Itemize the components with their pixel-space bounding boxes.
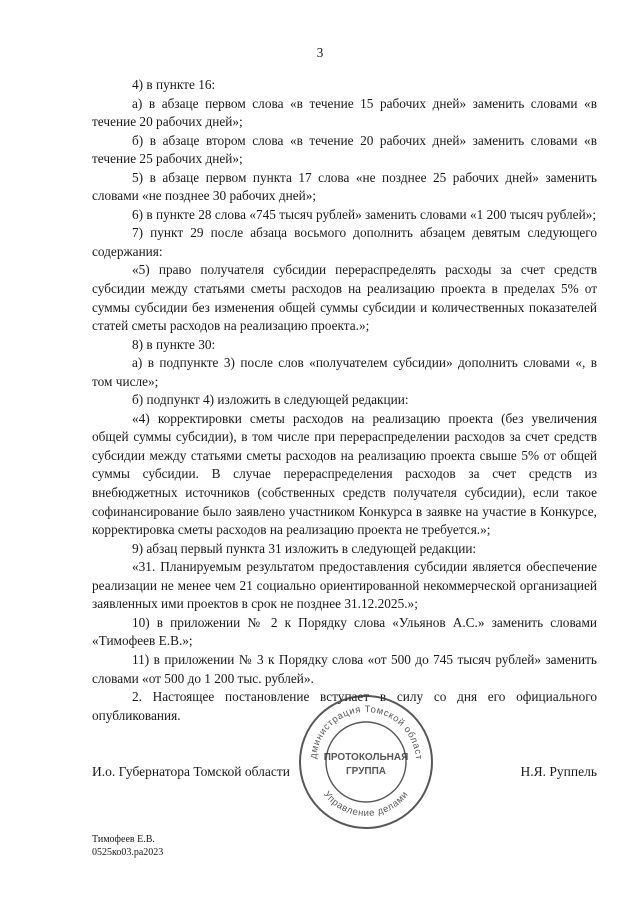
- paragraph: «4) корректировки сметы расходов на реализацию проекта (без увеличения общей суммы субсидии), в том числе при перераспределении расходов за счет средств субсидии между статьями сметы расходов на реализацию проекта свыше 5% от общей суммы субсидии. В случае перераспределения расходов за счет средств из внебюджетных источников (собственных средств получателя субсидии), если такое софинансирование было заявлено участником Конкурса в заявке на участие в Конкурсе, корректировка сметы расходов на реализацию проекта не требуется.»;: [92, 410, 597, 538]
- stamp-icon: [296, 692, 436, 832]
- svg-text:ГРУППА: ГРУППА: [345, 766, 387, 777]
- page-number: 3: [316, 45, 324, 60]
- paragraph: 8) в пункте 30:: [132, 336, 216, 352]
- paragraph: 2. Настоящее постановление вступает в силу со дня его официального опубликования.: [92, 689, 597, 723]
- official-stamp: [296, 692, 436, 832]
- paragraph: б) в абзаце втором слова «в течение 20 рабочих дней» заменить словами «в течение 25 рабочих дней»;: [92, 132, 597, 167]
- signatory-name: Н.Я. Руппель: [520, 764, 597, 779]
- signatory-role: И.о. Губернатора Томской области: [92, 764, 290, 779]
- svg-text:Управление делами: Управление делами: [321, 789, 411, 820]
- paragraph: «31. Планируемым результатом предоставления субсидии является обеспечение реализации не менее чем 21 социально ориентированной некоммерческой организацией заявленных ими проектов в срок не позднее 31.12.2025.»;: [92, 559, 597, 612]
- paragraph: 9) абзац первый пункта 31 изложить в следующей редакции:: [132, 540, 477, 556]
- paragraph: 10) в приложении № 2 к Порядку слова «Ульянов А.С.» заменить словами «Тимофеев Е.В.»;: [92, 614, 597, 649]
- executor-footer: [92, 833, 163, 859]
- svg-text:ПРОТОКОЛЬНАЯ: ПРОТОКОЛЬНАЯ: [323, 752, 409, 763]
- paragraph: 5) в абзаце первом пункта 17 слова «не позднее 25 рабочих дней» заменить словами «не позднее 30 рабочих дней»;: [92, 169, 597, 204]
- paragraph: б) подпункт 4) изложить в следующей редакции:: [132, 392, 409, 408]
- paragraph: 4) в пункте 16:: [132, 77, 216, 92]
- svg-text:Администрация Томской области: дминистрация Томской област: [308, 703, 424, 761]
- document-body: [92, 76, 597, 725]
- executor-name: Тимофеев Е.В.: [92, 834, 155, 845]
- paragraph: «5) право получателя субсидии перераспределять расходы за счет средств субсидии между статьями сметы расходов на реализацию проекта в пределах 5% от суммы субсидии без изменения общей суммы субсидии и количественных показателей статей сметы расходов на реализацию проекта.»;: [92, 262, 597, 334]
- paragraph: 11) в приложении № 3 к Порядку слова «от 500 до 745 тысяч рублей» заменить словами «от 500 до 1 200 тыс. рублей».: [92, 651, 597, 686]
- paragraph: 7) пункт 29 после абзаца восьмого дополнить абзацем девятым следующего содержания:: [92, 225, 597, 259]
- paragraph: а) в подпункте 3) после слов «получателем субсидии» дополнить словами «, в том числе»;: [92, 355, 597, 389]
- paragraph: а) в абзаце первом слова «в течение 15 рабочих дней» заменить словами «в течение 20 рабочих дней»;: [92, 95, 597, 130]
- file-reference: 0525ко03.ра2023: [92, 847, 164, 858]
- paragraph: 6) в пункте 28 слова «745 тысяч рублей» заменить словами «1 200 тысяч рублей»;: [132, 206, 597, 222]
